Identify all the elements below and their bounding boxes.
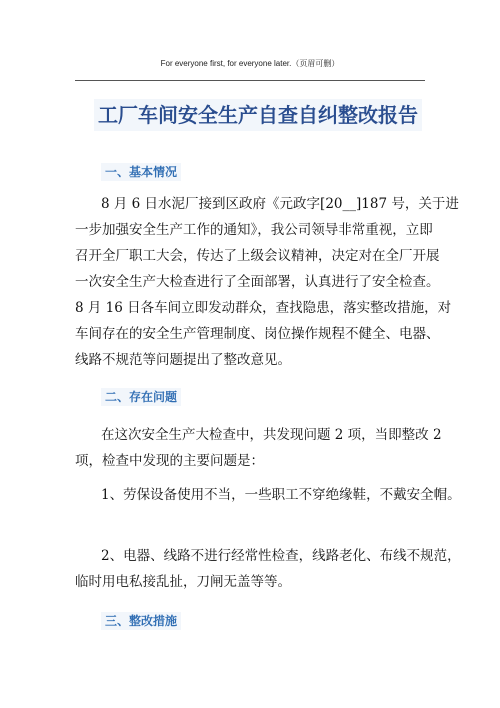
page-header-text: For everyone first, for everyone later.（页眉可删） <box>160 59 340 68</box>
document-title: 工厂车间安全生产自查自纠整改报告 <box>94 99 422 131</box>
text-line: 8 月 6 日水泥厂接到区政府《元政字[20__]187 号，关于进 <box>101 196 459 212</box>
text-line: 在这次安全生产大检查中，共发现问题 2 项，当即整改 2 <box>101 427 442 443</box>
paragraph-problems-intro <box>75 422 442 474</box>
paragraph-problem-2 <box>75 543 461 595</box>
header-divider <box>75 80 425 81</box>
section-heading-basic-info: 一、基本情况 <box>101 163 181 181</box>
text-line: 临时用电私接乱扯，刀闸无盖等等。 <box>75 574 291 590</box>
text-line: 召开全厂职工大会，传达了上级会议精神，决定对在全厂开展 <box>75 248 440 264</box>
text-line: 一次安全生产大检查进行了全面部署，认真进行了安全检查。 <box>75 274 440 290</box>
text-line: 1、劳保设备使用不当，一些职工不穿绝缘鞋，不戴安全帽。 <box>101 487 461 503</box>
section-heading-measures: 三、整改措施 <box>101 612 181 630</box>
section-heading-problems: 二、存在问题 <box>101 388 181 406</box>
paragraph-problem-1 <box>75 482 461 508</box>
text-line: 项，检查中发现的主要问题是： <box>75 453 264 469</box>
text-line: 8 月 16 日各车间立即发动群众，查找隐患，落实整改措施，对 <box>75 300 452 316</box>
text-line: 2、电器、线路不进行经常性检查，线路老化、布线不规范， <box>101 548 461 564</box>
text-line: 线路不规范等问题提出了整改意见。 <box>75 352 291 368</box>
text-line: 一步加强安全生产工作的通知》，我公司领导非常重视，立即 <box>75 222 433 238</box>
text-line: 车间存在的安全生产管理制度、岗位操作规程不健全、电器、 <box>75 326 440 342</box>
paragraph-basic-info <box>75 191 459 373</box>
